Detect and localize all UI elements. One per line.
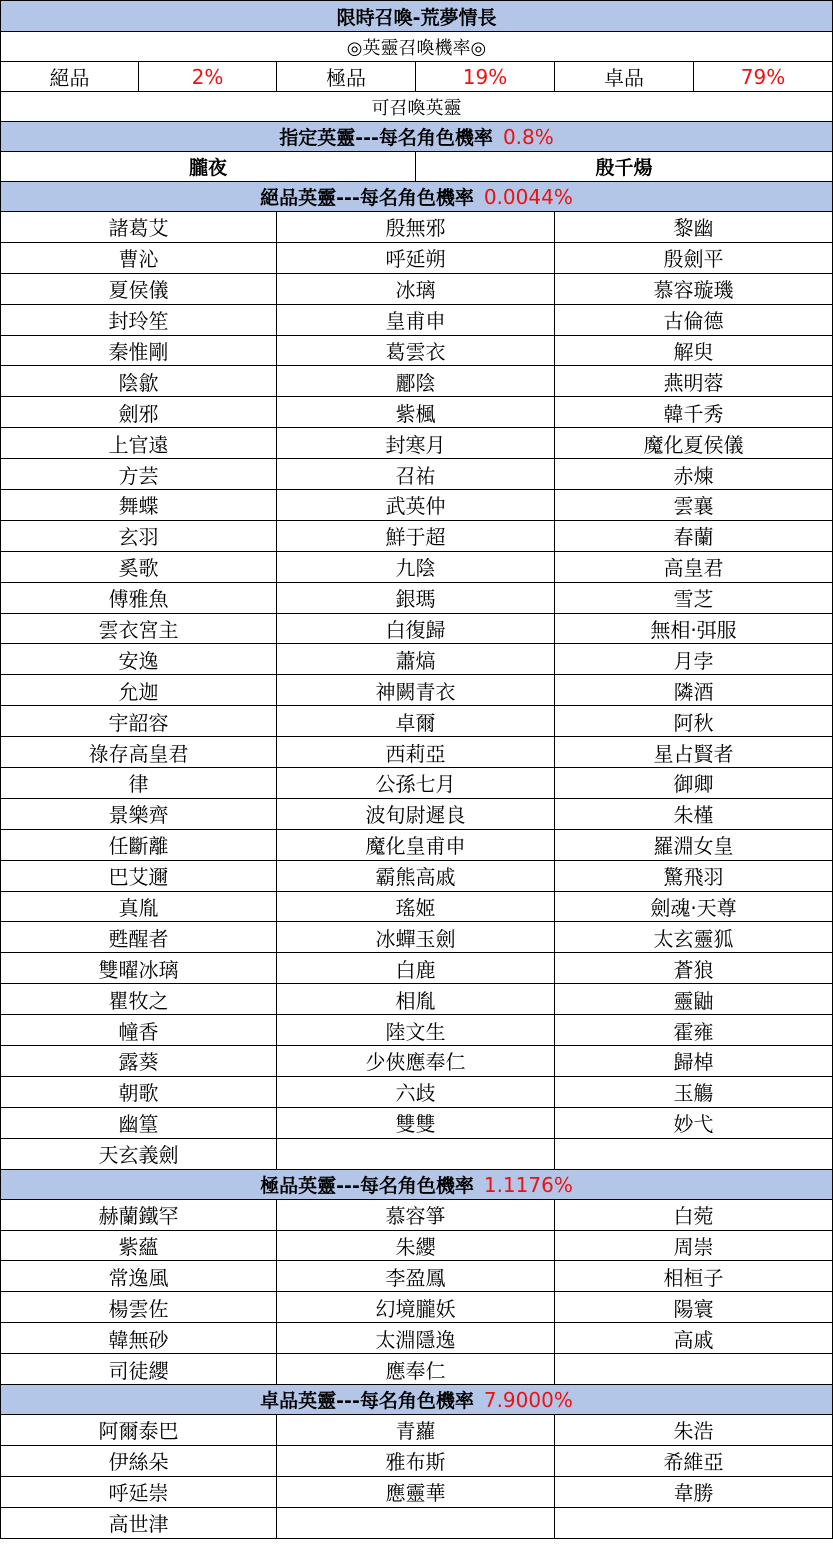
hero-name: 楊雲佐 (1, 1292, 277, 1323)
hero-name (555, 1507, 833, 1538)
hero-name: 露葵 (1, 1046, 277, 1077)
hero-name: 妙弋 (555, 1107, 833, 1138)
hero-name: 祿存高皇君 (1, 737, 277, 768)
hero-name: 劍邪 (1, 397, 277, 428)
hero-row (1, 335, 833, 366)
title-row (1, 1, 833, 32)
hero-name: 驚飛羽 (555, 860, 833, 891)
hero-name: 葛雲衣 (277, 335, 555, 366)
hero-name: 幻境朧妖 (277, 1292, 555, 1323)
hero-name: 雪芝 (555, 582, 833, 613)
hero-name: 應靈華 (277, 1476, 555, 1507)
hero-row (1, 953, 833, 984)
hero-name: 呼延崇 (1, 1476, 277, 1507)
hero-row (1, 706, 833, 737)
hero-name: 諸葛艾 (1, 212, 277, 243)
hero-row (1, 675, 833, 706)
hero-name: 雲襄 (555, 490, 833, 521)
rarity-rate-epic: 19% (416, 62, 555, 92)
hero-name: 上官遠 (1, 428, 277, 459)
hero-row (1, 1507, 833, 1538)
summonable-label: 可召喚英靈 (1, 92, 833, 122)
hero-name: 朱纓 (277, 1230, 555, 1261)
hero-name: 常逸風 (1, 1261, 277, 1292)
hero-name: 紫蘊 (1, 1230, 277, 1261)
hero-name: 韓千秀 (555, 397, 833, 428)
hero-name: 曹沁 (1, 242, 277, 273)
hero-name: 赫蘭鐵罕 (1, 1199, 277, 1230)
hero-name: 紫楓 (277, 397, 555, 428)
hero-row (1, 366, 833, 397)
hero-name: 星占賢者 (555, 737, 833, 768)
hero-name: 傅雅魚 (1, 582, 277, 613)
hero-name: 玉觴 (555, 1076, 833, 1107)
hero-name: 六歧 (277, 1076, 555, 1107)
hero-name: 雅布斯 (277, 1445, 555, 1476)
hero-row (1, 520, 833, 551)
hero-name: 霸熊高戚 (277, 860, 555, 891)
hero-row (1, 273, 833, 304)
hero-name: 瞿牧之 (1, 984, 277, 1015)
rarity-label-mythic: 絕品 (1, 62, 139, 92)
hero-name: 羅淵女皇 (555, 829, 833, 860)
hero-name: 九陰 (277, 551, 555, 582)
rarity-label-epic: 極品 (277, 62, 416, 92)
subtitle-row (1, 32, 833, 62)
hero-name: 甦醒者 (1, 922, 277, 953)
hero-row (1, 1261, 833, 1292)
hero-name: 巴艾邇 (1, 860, 277, 891)
hero-name: 律 (1, 768, 277, 799)
hero-row (1, 428, 833, 459)
hero-name: 陰歙 (1, 366, 277, 397)
hero-name: 冰蟬玉劍 (277, 922, 555, 953)
hero-row (1, 1015, 833, 1046)
hero-name: 隣酒 (555, 675, 833, 706)
hero-row (1, 1292, 833, 1323)
hero-name (555, 1354, 833, 1385)
hero-name: 雙曜冰璃 (1, 953, 277, 984)
hero-name: 周崇 (555, 1230, 833, 1261)
designated-hero: 朧夜 (1, 152, 416, 182)
hero-name: 任斷離 (1, 829, 277, 860)
hero-row (1, 922, 833, 953)
hero-name: 幢香 (1, 1015, 277, 1046)
hero-name: 赤煉 (555, 459, 833, 490)
hero-name: 無相·弭服 (555, 613, 833, 644)
section-heading: 絕品英靈---每名角色機率 (260, 187, 474, 209)
hero-row (1, 1199, 833, 1230)
hero-name: 伊絲朵 (1, 1445, 277, 1476)
hero-name: 封寒月 (277, 428, 555, 459)
hero-row (1, 551, 833, 582)
hero-name: 西莉亞 (277, 737, 555, 768)
hero-name: 召祐 (277, 459, 555, 490)
hero-row (1, 891, 833, 922)
hero-name: 封玲笙 (1, 304, 277, 335)
hero-name (277, 1138, 555, 1169)
hero-name: 秦惟剛 (1, 335, 277, 366)
hero-name: 應奉仁 (277, 1354, 555, 1385)
hero-name: 青蘿 (277, 1414, 555, 1445)
hero-name: 安逸 (1, 644, 277, 675)
hero-name: 殷無邪 (277, 212, 555, 243)
designated-rate: 0.8% (502, 125, 554, 149)
rarity-rates-row (1, 62, 833, 92)
hero-name: 雲衣宮主 (1, 613, 277, 644)
hero-name: 夏侯儀 (1, 273, 277, 304)
hero-row (1, 1323, 833, 1354)
hero-name: 阿秋 (555, 706, 833, 737)
hero-name: 宇韶容 (1, 706, 277, 737)
hero-name: 幽篁 (1, 1107, 277, 1138)
hero-row (1, 613, 833, 644)
hero-row (1, 1046, 833, 1077)
hero-row (1, 459, 833, 490)
summonable-row (1, 92, 833, 122)
rarity-rate-mythic: 2% (139, 62, 277, 92)
hero-row (1, 768, 833, 799)
section-heading-row-rare (1, 1384, 833, 1414)
rarity-label-rare: 卓品 (555, 62, 694, 92)
hero-row (1, 212, 833, 243)
hero-row (1, 1138, 833, 1169)
hero-row (1, 1476, 833, 1507)
hero-name: 冰璃 (277, 273, 555, 304)
hero-name: 陸文生 (277, 1015, 555, 1046)
hero-name: 卓爾 (277, 706, 555, 737)
designated-hero: 殷千煬 (416, 152, 833, 182)
hero-name: 月孛 (555, 644, 833, 675)
hero-name: 慕容璇璣 (555, 273, 833, 304)
designated-heroes-row (1, 152, 833, 182)
designated-heading-row (1, 122, 833, 152)
hero-row (1, 1076, 833, 1107)
section-heading: 卓品英靈---每名角色機率 (260, 1389, 474, 1412)
hero-row (1, 1230, 833, 1261)
hero-name: 景樂齊 (1, 798, 277, 829)
hero-name: 奚歌 (1, 551, 277, 582)
designated-heading: 指定英靈---每名角色機率 (279, 127, 493, 149)
hero-name: 太淵隱逸 (277, 1323, 555, 1354)
hero-row (1, 829, 833, 860)
hero-name: 陽寰 (555, 1292, 833, 1323)
hero-name (555, 1138, 833, 1169)
hero-name: 解臾 (555, 335, 833, 366)
hero-name: 公孫七月 (277, 768, 555, 799)
hero-name: 白復歸 (277, 613, 555, 644)
hero-name: 劍魂·天尊 (555, 891, 833, 922)
hero-name: 黎幽 (555, 212, 833, 243)
hero-name: 銀瑪 (277, 582, 555, 613)
hero-name: 相桓子 (555, 1261, 833, 1292)
hero-name: 阿爾泰巴 (1, 1414, 277, 1445)
hero-row (1, 490, 833, 521)
hero-name: 武英仲 (277, 490, 555, 521)
hero-name: 高世津 (1, 1507, 277, 1538)
hero-name: 魔化夏侯儀 (555, 428, 833, 459)
hero-name: 歸棹 (555, 1046, 833, 1077)
hero-name: 殷劍平 (555, 242, 833, 273)
hero-name: 瑤姬 (277, 891, 555, 922)
hero-name: 靈鼬 (555, 984, 833, 1015)
hero-row (1, 984, 833, 1015)
hero-name: 允迦 (1, 675, 277, 706)
hero-row (1, 1354, 833, 1385)
section-heading-row-epic (1, 1169, 833, 1199)
hero-name: 呼延朔 (277, 242, 555, 273)
hero-row (1, 798, 833, 829)
section-rate: 7.9000% (483, 1387, 573, 1412)
hero-name: 鮮于超 (277, 520, 555, 551)
hero-row (1, 737, 833, 768)
hero-name: 燕明蓉 (555, 366, 833, 397)
hero-name: 春蘭 (555, 520, 833, 551)
section-rate: 1.1176% (483, 1172, 573, 1197)
hero-name (277, 1507, 555, 1538)
hero-name: 韋勝 (555, 1476, 833, 1507)
hero-name: 朱槿 (555, 798, 833, 829)
hero-row (1, 1414, 833, 1445)
hero-name: 御卿 (555, 768, 833, 799)
rate-subtitle: ◎英靈召喚機率◎ (1, 32, 833, 62)
page-title: 限時召喚-荒夢情長 (1, 1, 833, 32)
hero-name: 舞蝶 (1, 490, 277, 521)
hero-row (1, 242, 833, 273)
hero-name: 魔化皇甫申 (277, 829, 555, 860)
hero-row (1, 304, 833, 335)
hero-name: 太玄靈狐 (555, 922, 833, 953)
hero-name: 慕容箏 (277, 1199, 555, 1230)
hero-name: 高皇君 (555, 551, 833, 582)
hero-name: 真胤 (1, 891, 277, 922)
hero-name: 相胤 (277, 984, 555, 1015)
section-rate: 0.0044% (483, 185, 573, 209)
hero-row (1, 860, 833, 891)
hero-name: 韓無砂 (1, 1323, 277, 1354)
hero-name: 少俠應奉仁 (277, 1046, 555, 1077)
hero-name: 朝歌 (1, 1076, 277, 1107)
hero-name: 高戚 (555, 1323, 833, 1354)
section-heading-row-mythic (1, 182, 833, 212)
section-heading: 極品英靈---每名角色機率 (260, 1174, 474, 1197)
hero-name: 司徒纓 (1, 1354, 277, 1385)
hero-name: 希維亞 (555, 1445, 833, 1476)
hero-name: 蕭熇 (277, 644, 555, 675)
hero-row (1, 644, 833, 675)
hero-name: 波旬尉遲良 (277, 798, 555, 829)
hero-name: 朱浩 (555, 1414, 833, 1445)
hero-name: 神闕青衣 (277, 675, 555, 706)
hero-row (1, 1445, 833, 1476)
hero-name: 霍雍 (555, 1015, 833, 1046)
rarity-rate-rare: 79% (694, 62, 833, 92)
hero-name: 酈陰 (277, 366, 555, 397)
hero-row (1, 1107, 833, 1138)
hero-name: 雙雙 (277, 1107, 555, 1138)
hero-name: 玄羽 (1, 520, 277, 551)
hero-name: 古倫德 (555, 304, 833, 335)
hero-name: 白鹿 (277, 953, 555, 984)
hero-name: 皇甫申 (277, 304, 555, 335)
hero-row (1, 582, 833, 613)
hero-name: 蒼狼 (555, 953, 833, 984)
hero-name: 方芸 (1, 459, 277, 490)
hero-name: 李盈鳳 (277, 1261, 555, 1292)
hero-row (1, 397, 833, 428)
hero-name: 天玄義劍 (1, 1138, 277, 1169)
hero-name: 白菀 (555, 1199, 833, 1230)
